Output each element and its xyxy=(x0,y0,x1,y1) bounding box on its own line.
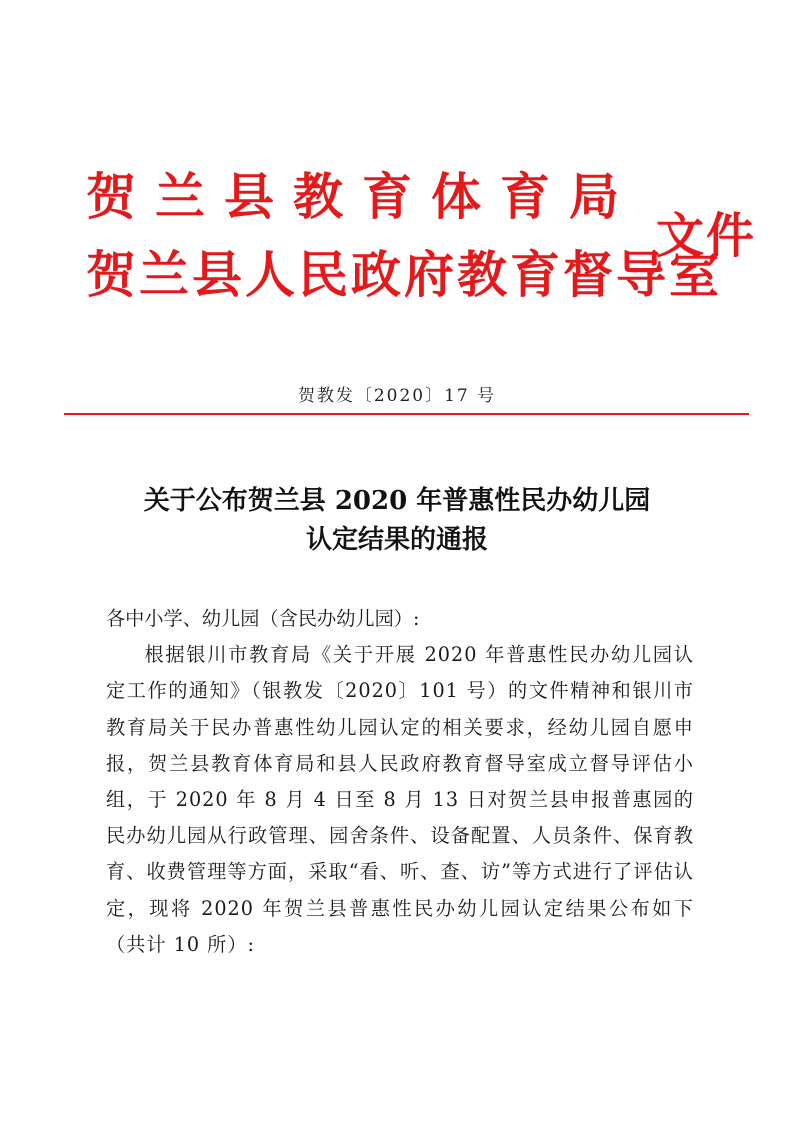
document-title-line-1: 关于公布贺兰县 2020 年普惠性民办幼儿园 xyxy=(143,486,651,516)
document-title-line-2: 认定结果的通报 xyxy=(305,525,488,555)
body-paragraph: 根据银川市教育局《关于开展 2020 年普惠性民办幼儿园认定工作的通知》（银教发〔2020〕101 号）的文件精神和银川市教育局关于民办普惠性幼儿园认定的相关要求，经幼儿园自愿申报，贺兰县教育体育局和县人民政府教育督导室成立督导评估小组，于 2020 年 8 月 4 日至 8 月 13 日对贺兰县申报普惠园的民办幼儿园从行政管理、园舍条件、设备配置、人员条件、保育教育、收费管理等方面，采取“看、听、查、访”等方式进行了评估认定，现将 2020 年贺兰县普惠性民办幼儿园认定结果公布如下（共计 10 所）: xyxy=(106,643,694,956)
issuer-line-education-sports-bureau: 贺兰县教育体育局 xyxy=(86,167,638,226)
red-divider-line xyxy=(64,413,749,415)
document-type-label: 文件 xyxy=(656,208,757,264)
issuer-line-education-supervision-office: 贺兰县人民政府教育督导室 xyxy=(86,245,722,304)
document-number: 贺教发〔2020〕17 号 xyxy=(297,386,497,406)
document-body xyxy=(106,601,694,963)
salutation: 各中小学、幼儿园（含民办幼儿园）: xyxy=(106,607,420,630)
